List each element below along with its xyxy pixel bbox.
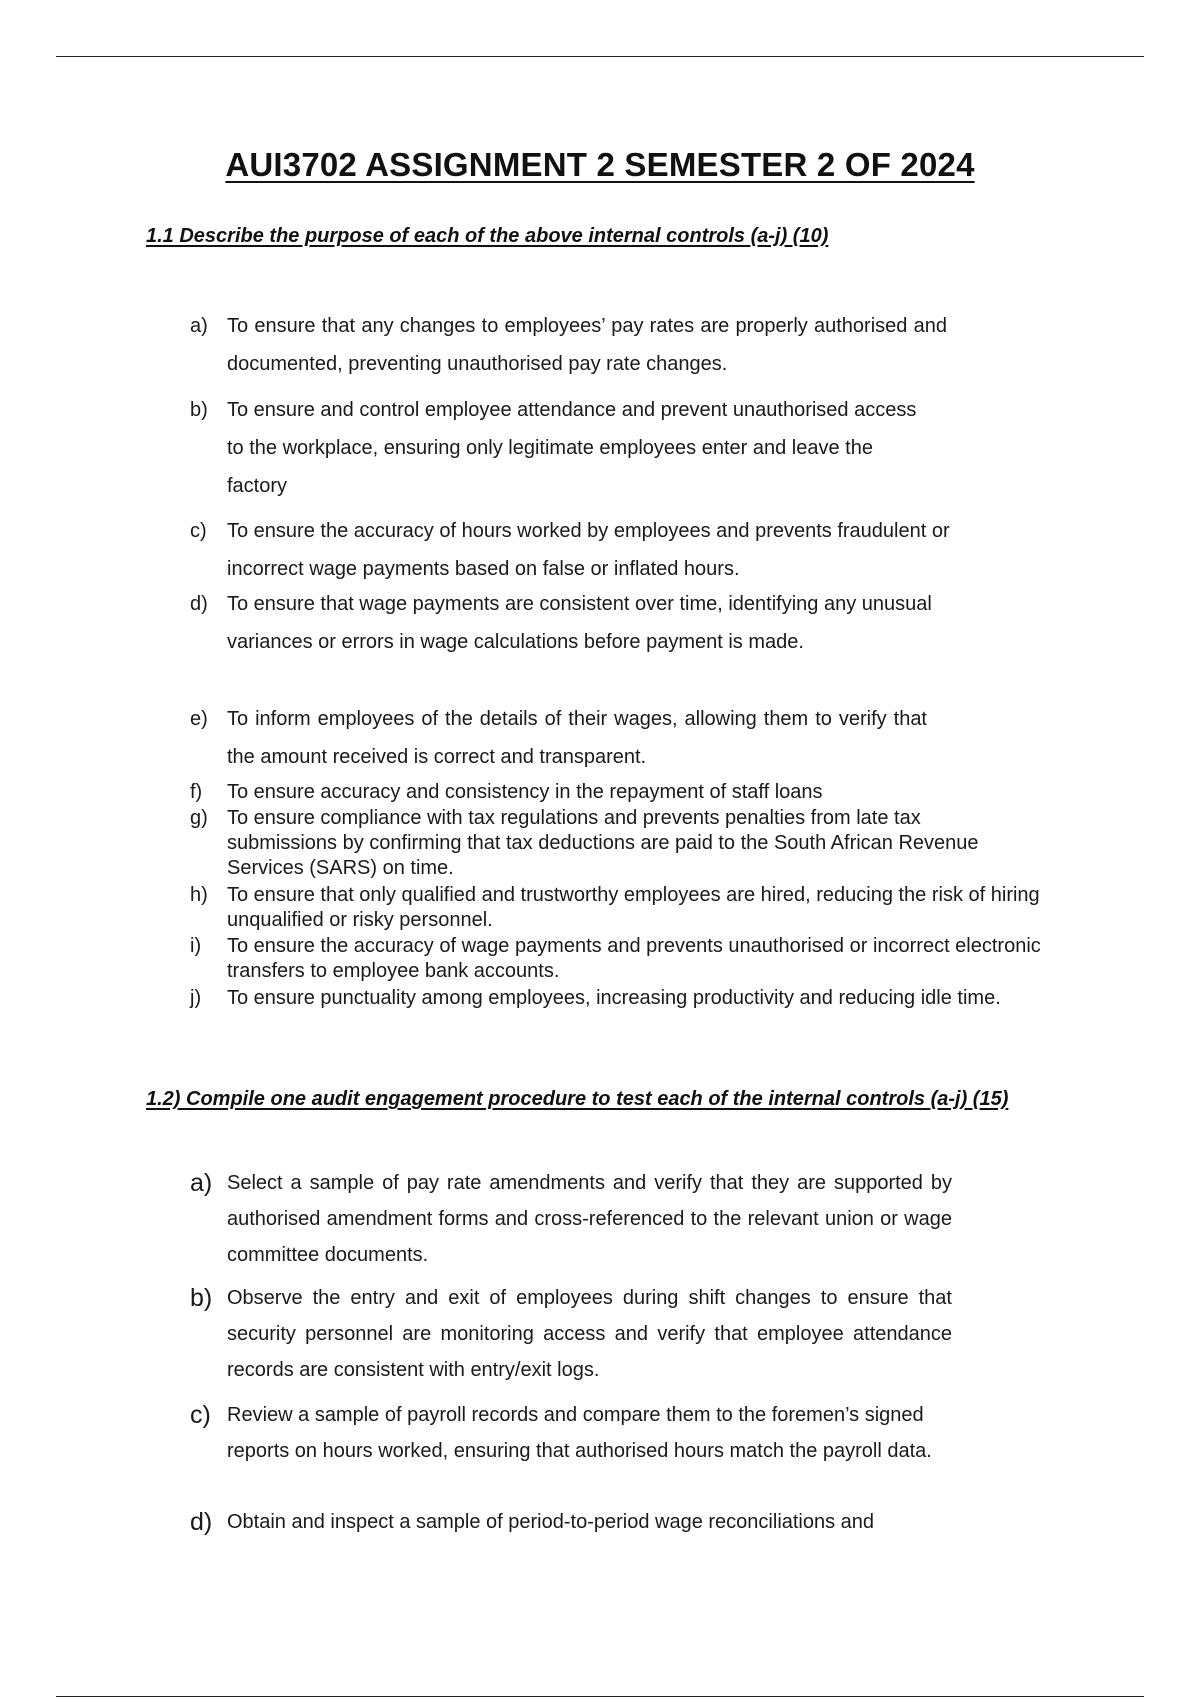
item-text: To ensure accuracy and consistency in the repayment of staff loans: [227, 781, 823, 803]
item-text: Review a sample of payroll records and compare them to the foremen’s signed reports on hours worked, ensuring that authorised hours match the payroll data.: [227, 1404, 932, 1462]
item-marker: a): [190, 1169, 213, 1197]
item-marker: h): [190, 884, 208, 906]
item-marker: i): [190, 935, 202, 957]
item-text: Observe the entry and exit of employees during shift changes to ensure that security personnel are monitoring access and verify that employee attendance records are consistent with entry/exit logs.: [227, 1287, 952, 1381]
item-marker: j): [190, 987, 202, 1009]
item-marker: b): [190, 1284, 213, 1312]
item-marker: e): [190, 708, 208, 730]
item-marker: g): [190, 807, 208, 829]
item-marker: c): [190, 520, 207, 542]
item-text: To ensure that only qualified and trustworthy employees are hired, reducing the risk of hiring unqualified or risky personnel.: [227, 884, 1040, 931]
item-marker: a): [190, 315, 208, 337]
item-marker: c): [190, 1401, 211, 1429]
item-text: To ensure and control employee attendance and prevent unauthorised access to the workplace, ensuring only legitimate employees enter and leave the factory: [227, 399, 917, 497]
item-marker: f): [190, 781, 203, 803]
item-text: To ensure that wage payments are consistent over time, identifying any unusual variances or errors in wage calculations before payment is made.: [227, 593, 932, 653]
section-heading-1-2: 1.2) Compile one audit engagement procedure to test each of the internal controls (a-j) (15): [146, 1088, 1009, 1110]
bottom-rule: [56, 1696, 1144, 1697]
item-text: To ensure that any changes to employees’ pay rates are properly authorised and documented, preventing unauthorised pay rate changes.: [227, 315, 947, 375]
item-text: To ensure the accuracy of hours worked by employees and prevents fraudulent or incorrect wage payments based on false or inflated hours.: [227, 520, 950, 580]
item-text: Select a sample of pay rate amendments and verify that they are supported by authorised amendment forms and cross-referenced to the relevant union or wage committee documents.: [227, 1172, 952, 1266]
item-text: To ensure compliance with tax regulations and prevents penalties from late tax submissions by confirming that tax deductions are paid to the South African Revenue Services (SARS) on time.: [227, 807, 979, 879]
item-text: To ensure the accuracy of wage payments and prevents unauthorised or incorrect electronic transfers to employee bank accounts.: [227, 935, 1041, 982]
item-text: To inform employees of the details of their wages, allowing them to verify that the amount received is correct and transparent.: [227, 708, 927, 768]
item-marker: d): [190, 1508, 213, 1536]
item-text: Obtain and inspect a sample of period-to-period wage reconciliations and: [227, 1511, 875, 1533]
item-text: To ensure punctuality among employees, increasing productivity and reducing idle time.: [227, 987, 1001, 1009]
section-heading-1-1: 1.1 Describe the purpose of each of the above internal controls (a-j) (10): [146, 225, 829, 247]
item-marker: d): [190, 593, 208, 615]
item-marker: b): [190, 399, 208, 421]
document-title: AUI3702 ASSIGNMENT 2 SEMESTER 2 OF 2024: [225, 146, 975, 183]
top-rule: [56, 56, 1144, 57]
